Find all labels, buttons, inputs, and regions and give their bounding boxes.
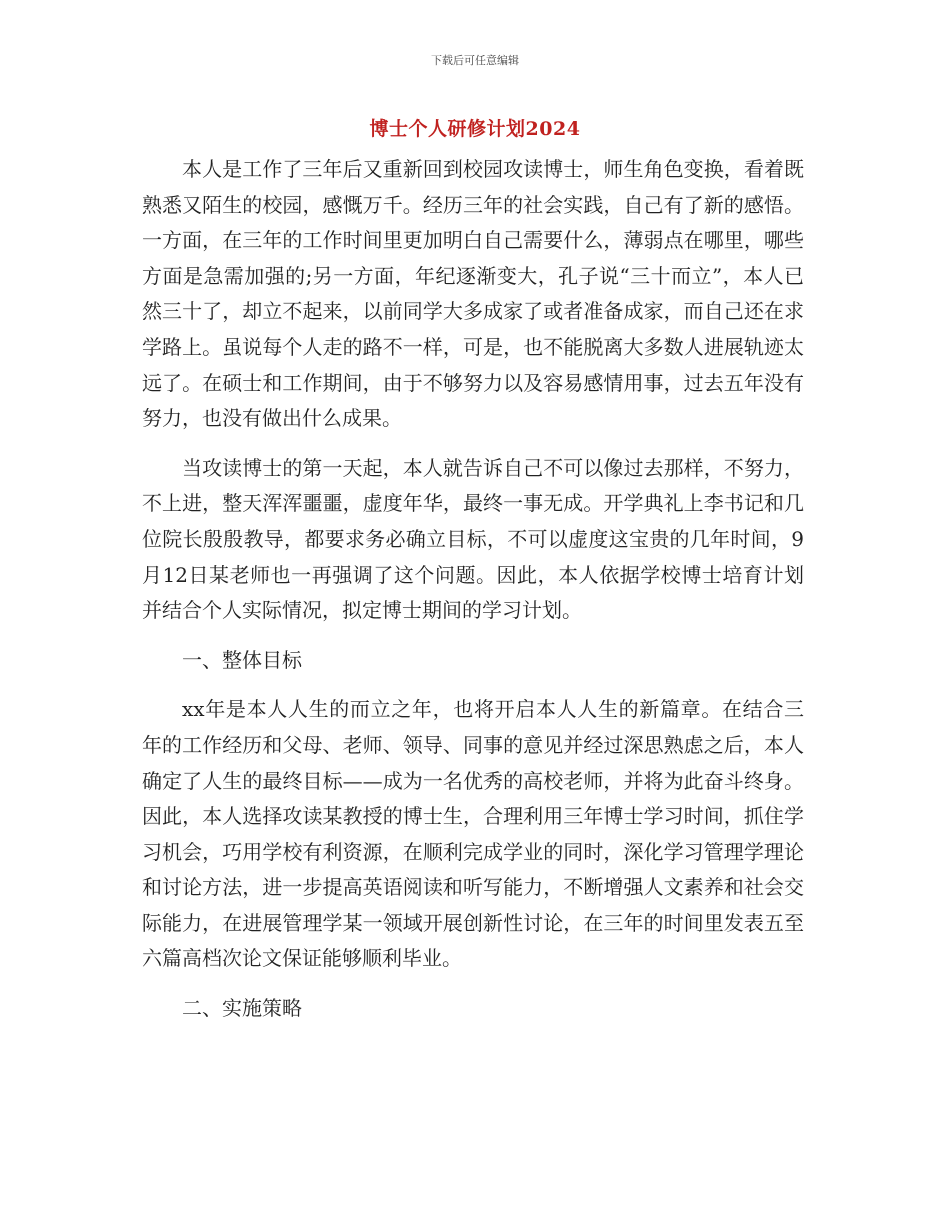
document-title: 博士个人研修计划2024	[369, 118, 581, 140]
section-heading-overall-goal: 一、整体目标	[182, 647, 302, 672]
paragraph-resolution: 当攻读博士的第一天起，本人就告诉自己不可以像过去那样，不努力，不上进，整天浑浑噩噩，虚度年华，最终一事无成。开学典礼上李书记和几位院长殷殷教导，都要求务必确立目标，不可以虚度这宝贵的几年时间，9月12日某老师也一再强调了这个问题。因此，本人依据学校博士培育计划并结合个人实际情况，拟定博士期间的学习计划。	[142, 455, 804, 623]
paragraph-intro: 本人是工作了三年后又重新回到校园攻读博士，师生角色变换，看着既熟悉又陌生的校园，感慨万千。经历三年的社会实践，自己有了新的感悟。一方面，在三年的工作时间里更加明白自己需要什么，薄弱点在哪里，哪些方面是急需加强的;另一方面，年纪逐渐变大，孔子说“三十而立”，本人已然三十了，却立不起来，以前同学大多成家了或者准备成家，而自己还在求学路上。虽说每个人走的路不一样，可是，也不能脱离大多数人进展轨迹太远了。在硕士和工作期间，由于不够努力以及容易感情用事，过去五年没有努力，也没有做出什么成果。	[142, 157, 804, 431]
document-body	[142, 152, 804, 1027]
paragraph-overall-goal: xx年是本人人生的而立之年，也将开启本人人生的新篇章。在结合三年的工作经历和父母、老师、领导、同事的意见并经过深思熟虑之后，本人确定了人生的最终目标——成为一名优秀的高校老师，并将为此奋斗终身。因此，本人选择攻读某教授的博士生，合理利用三年博士学习时间，抓住学习机会，巧用学校有利资源，在顺利完成学业的同时，深化学习管理学理论和讨论方法，进一步提高英语阅读和听写能力，不断增强人文素养和社会交际能力，在进展管理学某一领域开展创新性讨论，在三年的时间里发表五至六篇高档次论文保证能够顺利毕业。	[142, 697, 804, 971]
header-note: 下载后可任意编辑	[431, 54, 519, 67]
section-heading-strategy: 二、实施策略	[182, 996, 302, 1021]
